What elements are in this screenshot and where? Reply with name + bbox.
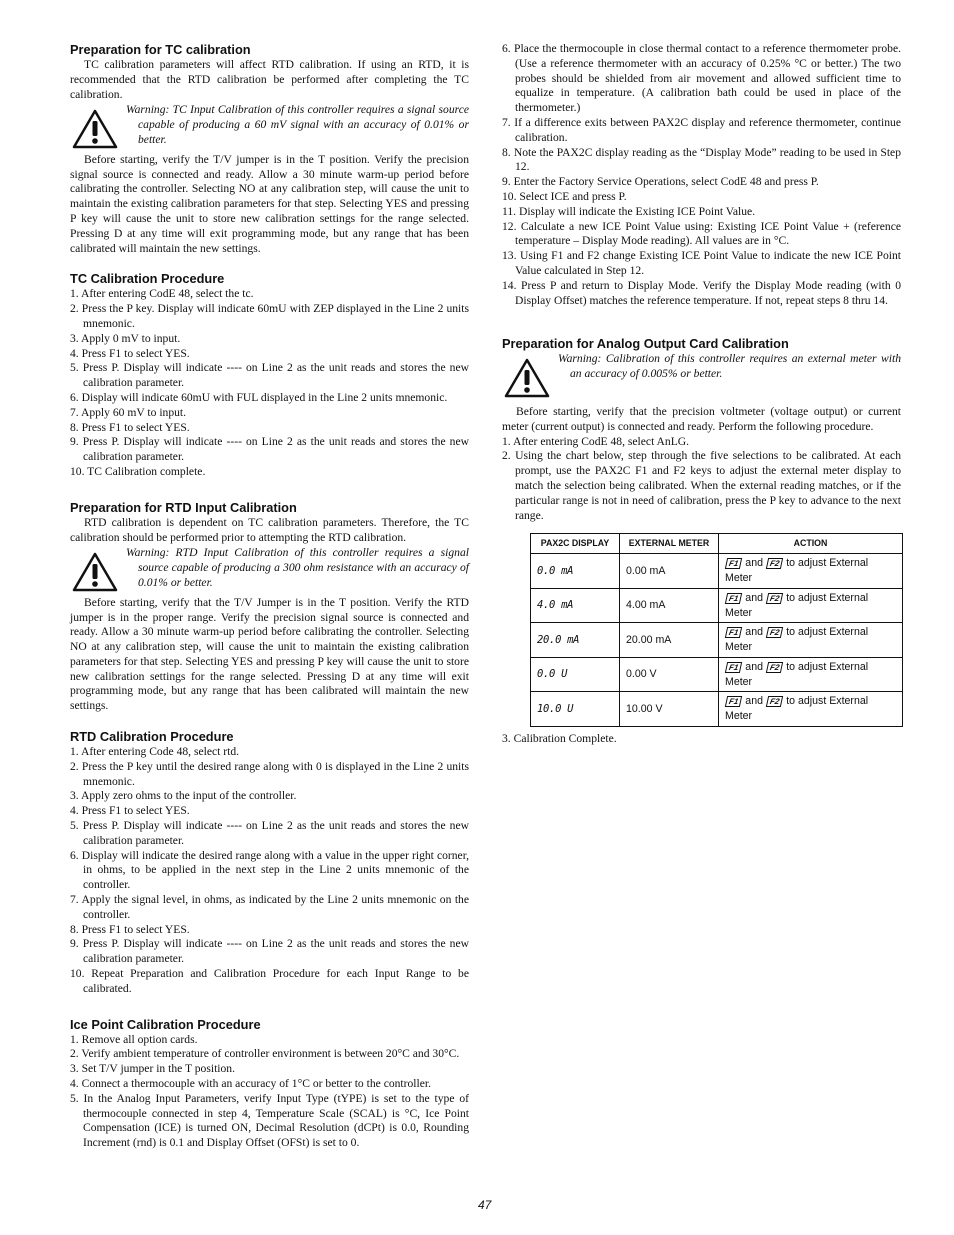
list-item: 3. Apply 0 mV to input. [70, 331, 181, 345]
table-row [531, 623, 903, 658]
f1-key-icon: F1 [725, 558, 743, 569]
display-cell: 0.0 U [531, 657, 620, 692]
action-text: to adjust External Meter [725, 660, 869, 688]
list-item: 3. Set T/V jumper in the T position. [70, 1062, 236, 1076]
list-item: 5. In the Analog Input Parameters, verify Input Type (tYPE) is set to the type of thermocouple connected in step 4, Temperature Scale (SCAL) is °C, Ice Point Compensation (ICE) is turned ON, Decimal Resolution (dCPt) is 0.0, Rounding Increment (rnd) is 0.1 and Display Offset (OFSt) is set to 0. [70, 1091, 469, 1150]
list-item: 7. Apply 60 mV to input. [70, 405, 187, 419]
list-item: 7. Apply the signal level, in ohms, as indicated by the Line 2 units mnemonic on the controller. [70, 893, 469, 921]
analog-intro: Before starting, verify that the precision voltmeter (voltage output) or current meter (current output) is connected and ready. Perform the following procedure. [502, 404, 901, 433]
rtd-proc-heading: RTD Calibration Procedure [70, 729, 234, 745]
list-item: 1. Remove all option cards. [70, 1032, 198, 1046]
action-cell [719, 554, 903, 589]
f2-key-icon: F2 [766, 696, 784, 707]
f1-key-icon: F1 [725, 627, 743, 638]
table-body [531, 554, 903, 727]
action-text: to adjust External Meter [725, 626, 869, 654]
tc-prep-heading: Preparation for TC calibration [70, 42, 251, 57]
and-text: and [745, 695, 763, 708]
ice-proc-heading: Ice Point Calibration Procedure [70, 1016, 261, 1032]
list-item: 1. After entering CodE 48, select the tc. [70, 287, 254, 301]
analog-warning-text: Warning: Calibration of this controller requires an external meter with an accuracy of 0.005% or better. [558, 352, 901, 381]
list-item: 12. Calculate a new ICE Point Value using: Existing ICE Point Value + (reference temperature – Display Mode reading). All values are in °C. [502, 219, 901, 248]
list-item: 11. Display will indicate the Existing ICE Point Value. [502, 204, 756, 218]
list-item: 8. Press F1 to select YES. [70, 922, 190, 936]
list-item: 8. Press F1 to select YES. [70, 420, 190, 434]
table-row [531, 692, 903, 727]
list-item: 1. After entering Code 48, select rtd. [70, 745, 240, 759]
action-text: to adjust External Meter [725, 591, 869, 619]
list-item: 13. Using F1 and F2 change Existing ICE Point Value to indicate the new ICE Point Value calculated in Step 12. [502, 249, 901, 277]
meter-cell: 10.00 V [620, 692, 719, 727]
tc-warning-text: Warning: TC Input Calibration of this controller requires a signal source capable of producing a 60 mV signal with an accuracy of 0.01% or better. [126, 103, 469, 146]
page-number: 47 [478, 1198, 492, 1212]
list-item: 9. Press P. Display will indicate ---- on Line 2 as the unit reads and stores the new calibration parameter. [70, 435, 469, 464]
analog-steps [502, 435, 901, 524]
action-cell [719, 657, 903, 692]
f1-key-icon: F1 [725, 696, 743, 707]
tc-warning [70, 103, 469, 147]
tc-proc-steps [70, 287, 469, 479]
analog-warning [502, 352, 901, 382]
action-cell [719, 588, 903, 623]
table-row [531, 554, 903, 589]
column-header: ACTION [719, 534, 903, 554]
f2-key-icon: F2 [766, 627, 784, 638]
f1-key-icon: F1 [725, 593, 743, 604]
list-item: 4. Connect a thermocouple with an accuracy of 1°C or better to the controller. [70, 1077, 432, 1091]
left-column [70, 42, 469, 1151]
list-item: 7. If a difference exits between PAX2C display and reference thermometer, continue calibration. [502, 115, 901, 144]
meter-cell: 4.00 mA [620, 588, 719, 623]
list-item: 14. Press P and return to Display Mode. Verify the Display Mode reading (with 0 Display Offset) matches the reference temperature. If not, repeat steps 8 thru 14. [502, 278, 901, 307]
action-cell [719, 623, 903, 658]
list-item: 9. Press P. Display will indicate ---- on Line 2 as the unit reads and stores the new calibration parameter. [70, 937, 469, 966]
f2-key-icon: F2 [766, 662, 784, 673]
f2-key-icon: F2 [766, 593, 784, 604]
warning-triangle-icon [72, 552, 118, 592]
and-text: and [745, 591, 763, 604]
table-header-row [531, 534, 903, 554]
tc-prep-intro: TC calibration parameters will affect RTD calibration. If using an RTD, it is recommended that the RTD calibration be performed after completing the TC calibration. [70, 58, 469, 101]
action-text: to adjust External Meter [725, 695, 869, 723]
list-item: 6. Display will indicate the desired range along with a value in the upper right corner, in ohms, to be applied in the next step in the Line 2 units mnemonic of the controller. [70, 848, 469, 892]
list-item: 4. Press F1 to select YES. [70, 346, 190, 360]
meter-cell: 0.00 V [620, 657, 719, 692]
list-item: 5. Press P. Display will indicate ---- on Line 2 as the unit reads and stores the new calibration parameter. [70, 361, 469, 390]
ice-proc-steps-continued [502, 42, 901, 308]
list-item: 10. Select ICE and press P. [502, 189, 627, 203]
tc-proc-heading: TC Calibration Procedure [70, 271, 225, 287]
and-text: and [745, 660, 763, 673]
action-cell [719, 692, 903, 727]
f1-key-icon: F1 [725, 662, 743, 673]
table-row [531, 588, 903, 623]
analog-complete: 3. Calibration Complete. [502, 732, 617, 746]
analog-prep-heading: Preparation for Analog Output Card Calibration [502, 336, 789, 352]
analog-calibration-table [530, 533, 903, 727]
display-cell: 20.0 mA [531, 623, 620, 658]
list-item: 1. After entering CodE 48, select AnLG. [502, 434, 690, 448]
list-item: 2. Using the chart below, step through the five selections to be calibrated. At each prompt, use the PAX2C F1 and F2 keys to adjust the external meter display to match the selection being calibrated. When the external reading matches, or if the particular range is not in need of calibration, press the P key to advance to the next range. [502, 449, 901, 522]
action-text: to adjust External Meter [725, 557, 869, 584]
rtd-proc-steps [70, 745, 469, 997]
display-cell: 10.0 U [531, 692, 620, 727]
list-item: 9. Enter the Factory Service Operations, select CodE 48 and press P. [502, 175, 819, 189]
ice-proc-steps [70, 1033, 469, 1151]
column-header: PAX2C DISPLAY [531, 534, 620, 554]
rtd-prep-intro: RTD calibration is dependent on TC calibration parameters. Therefore, the TC calibration should be performed prior to attempting the RTD calibration. [70, 515, 469, 544]
list-item: 8. Note the PAX2C display reading as the “Display Mode” reading to be used in Step 12. [502, 145, 901, 174]
tc-prep-body: Before starting, verify the T/V jumper is in the T position. Verify the precision signal source is connected and ready. Allow a 30 minute warm-up period before calibrating the controller. Selecting NO at any calibration step, will cause the unit to maintain the existing calibration parameters for that step. Selecting YES and pressing P key will cause the unit to store new calibration settings for the range selected. Pressing D at any time will exit programming mode, but any range that has been calibrated will maintain the new settings. [70, 152, 469, 255]
rtd-prep-body: Before starting, verify that the T/V Jumper is in the T position. Verify the RTD jumper is in the proper range. Verify the precision signal source is connected and ready. Allow a 30 minute warm-up period before calibrating the controller. Selecting NO at any calibration step, will cause the unit to maintain the existing calibration parameters for that step. Selecting YES and pressing P key will cause the unit to store new calibration settings for the range selected. Pressing D at any time will exit programming mode, but any range that has been calibrated will maintain the new settings. [70, 595, 469, 713]
display-cell: 0.0 mA [531, 554, 620, 589]
right-column [502, 42, 901, 747]
list-item: 4. Press F1 to select YES. [70, 804, 190, 818]
rtd-warning [70, 546, 469, 590]
f2-key-icon: F2 [766, 558, 784, 569]
column-header: EXTERNAL METER [620, 534, 719, 554]
and-text: and [745, 626, 763, 639]
list-item: 2. Press the P key. Display will indicate 60mU with ZEP displayed in the Line 2 units mnemonic. [70, 302, 469, 330]
list-item: 2. Verify ambient temperature of controller environment is between 20°C and 30°C. [70, 1047, 460, 1061]
list-item: 6. Place the thermocouple in close thermal contact to a reference thermometer probe. (Use a reference thermometer with an accuracy of 0.25% °C or better.) The two probes should be shielded from air movement and allowed sufficient time to equalize in temperature. (A calibration bath could be used in place of the thermometer.) [502, 42, 901, 115]
list-item: 2. Press the P key until the desired range along with 0 is displayed in the Line 2 units mnemonic. [70, 759, 469, 788]
list-item: 5. Press P. Display will indicate ---- on Line 2 as the unit reads and stores the new calibration parameter. [70, 819, 469, 847]
rtd-warning-text: Warning: RTD Input Calibration of this controller requires a signal source capable of producing a 300 ohm resistance with an accuracy of 0.01% or better. [126, 546, 469, 589]
list-item: 3. Apply zero ohms to the input of the controller. [70, 789, 297, 803]
rtd-prep-heading: Preparation for RTD Input Calibration [70, 499, 297, 515]
warning-triangle-icon [504, 358, 550, 398]
display-cell: 4.0 mA [531, 588, 620, 623]
meter-cell: 20.00 mA [620, 623, 719, 658]
list-item: 10. TC Calibration complete. [70, 464, 206, 478]
warning-triangle-icon [72, 109, 118, 149]
list-item: 10. Repeat Preparation and Calibration Procedure for each Input Range to be calibrated. [70, 967, 469, 995]
and-text: and [745, 557, 763, 570]
table-row [531, 657, 903, 692]
list-item: 6. Display will indicate 60mU with FUL displayed in the Line 2 units mnemonic. [70, 390, 448, 404]
meter-cell: 0.00 mA [620, 554, 719, 589]
